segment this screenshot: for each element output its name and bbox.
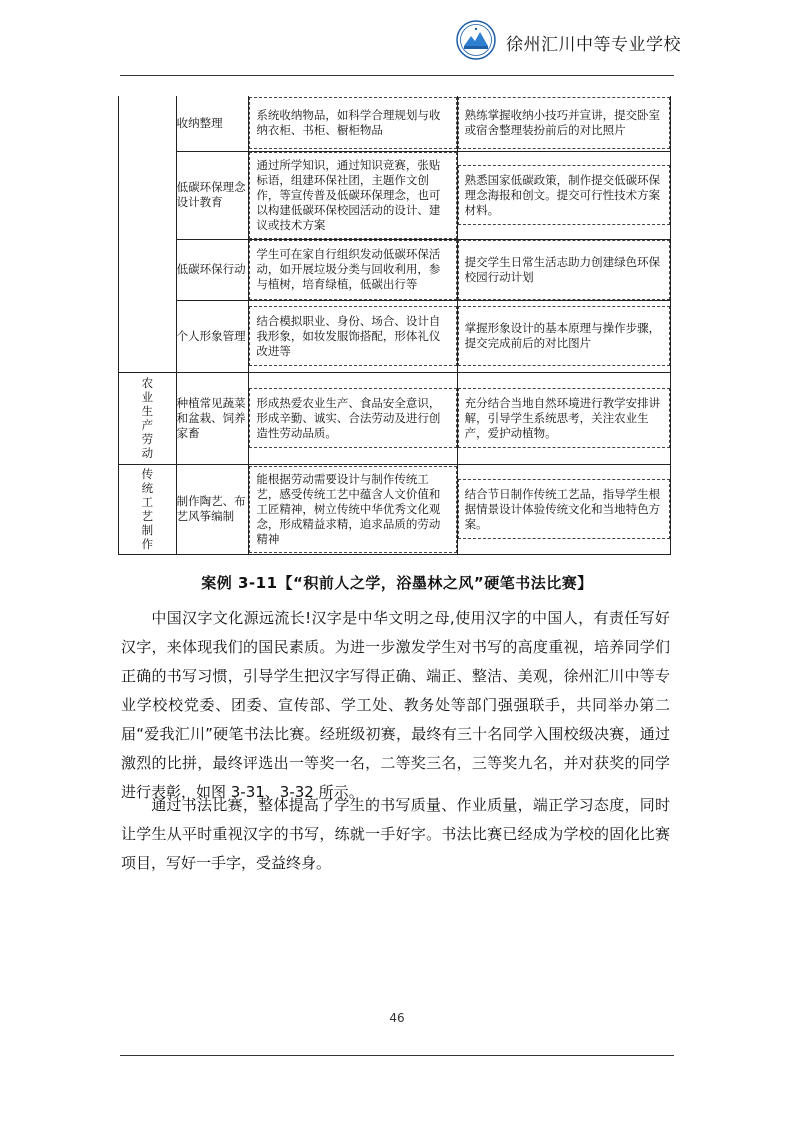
article-paragraph-1: 中国汉字文化源远流长!汉字是中华文明之母,使用汉字的中国人，有责任写好汉字，来体现我们的国民素质。为进一步激发学生对书写的高度重视，培养同学们正确的书写习惯，引导学生把汉字写得正确、端正、整洁、美观，徐州汇川中等专业学校校党委、团委、宣传部、学工处、教务处等部门强强联手，共同举办第二届“爱我汇川”硬笔书法比赛。经班级初赛，最终有三十名同学入围校级决赛，通过激烈的比拼，最终评选出一等奖一名，二等奖三名，三等奖九名，并对获奖的同学进行表彰，如图 3-31、3-32 所示。 [121, 609, 670, 801]
content-cell: 学生可在家自行组织发动低碳环保活动，如开展垃圾分类与回收利用，参与植树，培育绿植，低碳出行等 [249, 239, 457, 300]
table-row [119, 151, 671, 239]
table-row [119, 464, 671, 554]
footer-divider [120, 1055, 674, 1056]
activity-table-container [118, 96, 671, 555]
activity-cell: 个人形象管理 [176, 300, 249, 372]
header-divider [120, 75, 674, 76]
requirement-cell: 结合节日制作传统工艺品，指导学生根据情景设计体验传统文化和当地特色方案。 [457, 464, 670, 554]
requirement-cell: 掌握形象设计的基本原理与操作步骤，提交完成前后的对比图片 [457, 300, 670, 372]
activity-cell: 低碳环保行动 [176, 239, 249, 300]
page-header [0, 0, 794, 76]
school-name: 徐州汇川中等专业学校 [506, 35, 681, 55]
article-paragraph-2: 通过书法比赛，整体提高了学生的书写质量、作业质量，端正学习态度，同时让学生从平时重视汉字的书写，练就一手好字。书法比赛已经成为学校的固化比赛项目，写好一手字，受益终身。 [121, 796, 670, 872]
category-cell: 农业生产劳动 [119, 372, 177, 464]
category-cell [119, 96, 177, 372]
content-cell: 形成热爱农业生产、食品安全意识，形成辛勤、诚实、合法劳动及进行创造性劳动品质。 [249, 372, 457, 464]
requirement-cell: 充分结合当地自然环境进行教学安排讲解，引导学生系统思考，关注农业生产，爱护动植物。 [457, 372, 670, 464]
case-title: 案例 3-11【“积前人之学，浴墨林之风”硬笔书法比赛】 [201, 574, 593, 592]
table-row [119, 372, 671, 464]
requirement-cell: 提交学生日常生活志助力创建绿色环保校园行动计划 [457, 239, 670, 300]
activity-cell: 制作陶艺、布艺风筝编制 [176, 464, 249, 554]
page-number: 46 [389, 1011, 405, 1025]
content-cell: 能根据劳动需要设计与制作传统工艺，感受传统工艺中蕴含人文价值和工匠精神，树立传统中华优秀文化观念，形成精益求精，追求品质的劳动精神 [249, 464, 457, 554]
content-cell: 通过所学知识，通过知识竞赛，张贴标语，组建环保社团，主题作文创作，等宣传普及低碳环保理念，也可以构建低碳环保校园活动的设计、建议或技术方案 [249, 151, 457, 239]
requirement-cell: 熟练掌握收纳小技巧并宣讲，提交卧室或宿舍整理装扮前后的对比照片 [457, 96, 670, 151]
content-cell: 结合模拟职业、身份、场合、设计自我形象，如妆发服饰搭配，形体礼仪改进等 [249, 300, 457, 372]
requirement-cell: 熟悉国家低碳政策，制作提交低碳环保理念海报和创文。提交可行性技术方案材料。 [457, 151, 670, 239]
activity-table [118, 96, 671, 555]
table-row [119, 239, 671, 300]
table-row [119, 96, 671, 151]
activity-cell: 种植常见蔬菜和盆栽、饲养家畜 [176, 372, 249, 464]
category-cell: 传统工艺制作 [119, 464, 177, 554]
table-row [119, 300, 671, 372]
content-cell: 系统收纳物品，如科学合理规划与收纳衣柜、书柜、橱柜物品 [249, 96, 457, 151]
school-logo-icon [456, 20, 496, 60]
activity-cell: 低碳环保理念设计教育 [176, 151, 249, 239]
activity-cell: 收纳整理 [176, 96, 249, 151]
